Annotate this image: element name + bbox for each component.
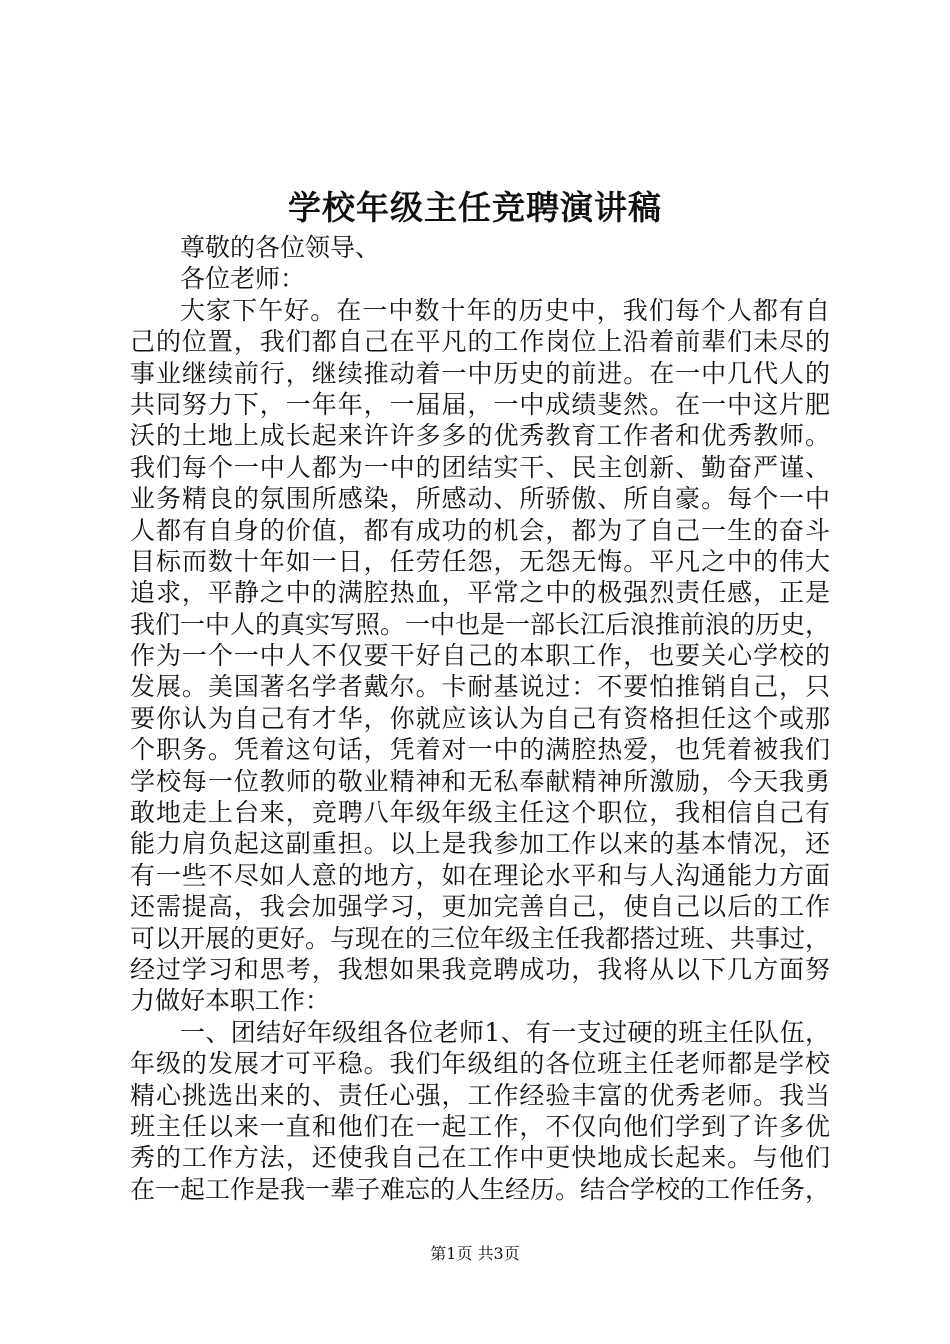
body-text-line: 沃的土地上成长起来许许多多的优秀教育工作者和优秀教师。 — [130, 421, 830, 451]
body-text-line: 己的位置，我们都自己在平凡的工作岗位上沿着前辈们未尽的 — [130, 327, 830, 357]
body-text-line: 能力肩负起这副重担。以上是我参加工作以来的基本情况，还 — [130, 829, 830, 859]
body-text-line: 事业继续前行，继续推动着一中历史的前进。在一中几代人的 — [130, 358, 830, 388]
body-text-line: 人都有自身的价值，都有成功的机会，都为了自己一生的奋斗 — [130, 515, 830, 545]
body-text-line: 力做好本职工作： — [130, 986, 331, 1016]
body-text-line: 我们一中人的真实写照。一中也是一部长江后浪推前浪的历史， — [130, 609, 831, 639]
body-text-line: 有一些不尽如人意的地方，如在理论水平和与人沟通能力方面 — [130, 860, 830, 890]
body-text-line: 学校每一位教师的敬业精神和无私奉献精神所激励，今天我勇 — [130, 766, 830, 796]
document-title: 学校年级主任竞聘演讲稿 — [288, 188, 662, 227]
body-text-line: 作为一个一中人不仅要干好自己的本职工作，也要关心学校的 — [130, 641, 830, 671]
body-text-line: 还需提高，我会加强学习，更加完善自己，使自己以后的工作 — [130, 892, 830, 922]
body-text-line: 发展。美国著名学者戴尔。卡耐基说过：不要怕推销自己，只 — [130, 672, 830, 702]
page-footer: 第1页 共3页 — [430, 1244, 520, 1263]
body-text-line: 业务精良的氛围所感染，所感动、所骄傲、所自豪。每个一中 — [130, 484, 830, 514]
body-text-line: 我们每个一中人都为一中的团结实干、民主创新、勤奋严谨、 — [130, 452, 830, 482]
body-text-line: 追求，平静之中的满腔热血，平常之中的极强烈责任感，正是 — [130, 578, 830, 608]
body-text-line: 精心挑选出来的、责任心强，工作经验丰富的优秀老师。我当 — [130, 1080, 830, 1110]
document-body — [130, 232, 830, 1205]
body-text-line: 共同努力下，一年年，一届届，一中成绩斐然。在一中这片肥 — [130, 389, 830, 419]
body-text-line: 年级的发展才可平稳。我们年级组的各位班主任老师都是学校 — [130, 1049, 830, 1079]
body-text-line: 秀的工作方法，还使我自己在工作中更快地成长起来。与他们 — [130, 1143, 830, 1173]
body-text-line: 个职务。凭着这句话，凭着对一中的满腔热爱，也凭着被我们 — [130, 735, 830, 765]
body-text-line: 大家下午好。在一中数十年的历史中，我们每个人都有自 — [180, 295, 830, 325]
body-text-line: 目标而数十年如一日，任劳任怨，无怨无悔。平凡之中的伟大 — [130, 546, 830, 576]
body-text-line: 尊敬的各位领导、 — [180, 233, 381, 262]
body-text-line: 一、团结好年级组各位老师1、有一支过硬的班主任队伍， — [180, 1017, 830, 1047]
body-text-line: 要你认为自己有才华，你就应该认为自己有资格担任这个或那 — [130, 703, 830, 733]
body-text-line: 班主任以来一直和他们在一起工作，不仅向他们学到了许多优 — [130, 1111, 830, 1141]
body-text-line: 在一起工作是我一辈子难忘的人生经历。结合学校的工作任务， — [130, 1174, 831, 1204]
body-text-line: 各位老师： — [180, 264, 306, 294]
body-text-line: 敢地走上台来，竞聘八年级年级主任这个职位，我相信自己有 — [130, 798, 830, 828]
body-text-line: 可以开展的更好。与现在的三位年级主任我都搭过班、共事过， — [130, 923, 831, 953]
body-text-line: 经过学习和思考，我想如果我竞聘成功，我将从以下几方面努 — [130, 954, 830, 984]
